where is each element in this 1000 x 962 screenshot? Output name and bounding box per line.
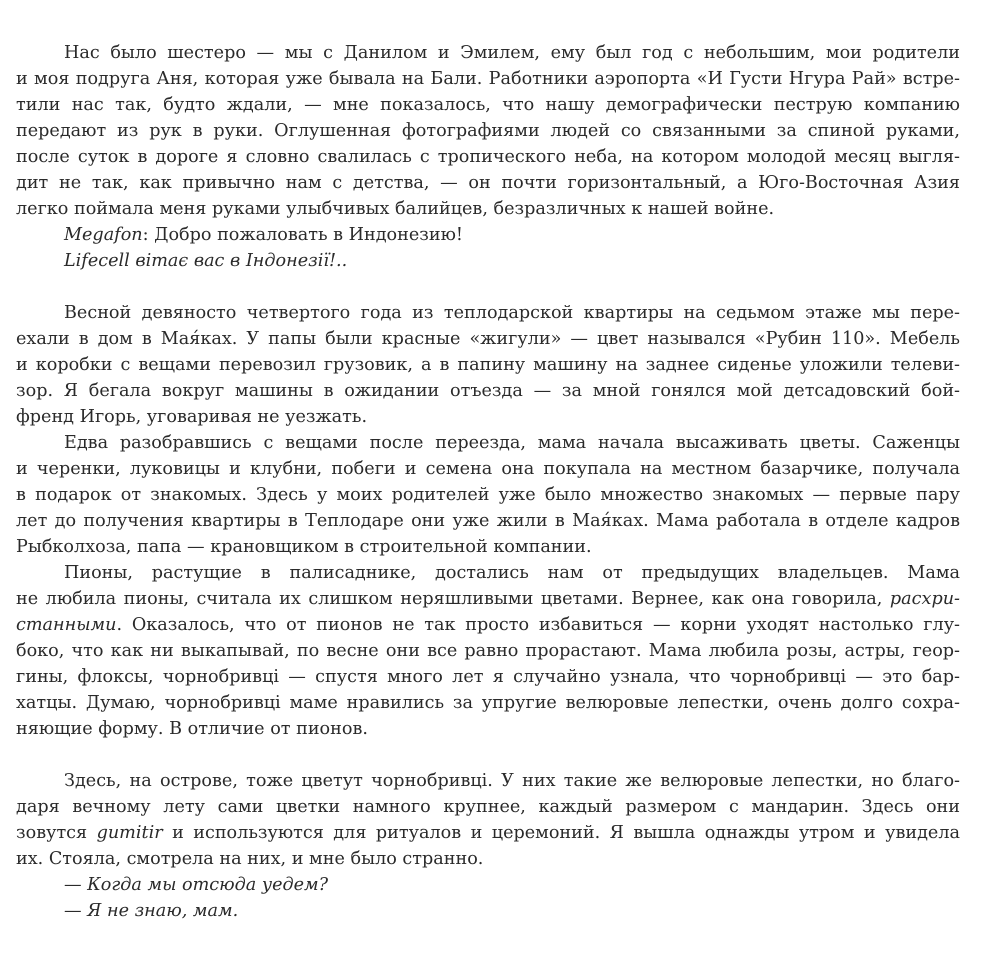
italic-word: gumitir xyxy=(96,823,163,843)
text-line: передают из рук в руки. Оглушенная фотографиями людей со связанными за спиной руками, xyxy=(16,121,960,141)
text-line: лет до получения квартиры в Теплодаре они уже жили в Мая́ках. Мама работала в отделе кадров xyxy=(16,511,960,531)
text-span: и используются для ритуалов и церемоний. Я вышла однажды утром и увидела xyxy=(162,823,960,843)
paragraph-peonies xyxy=(16,560,960,742)
text-line: Едва разобравшись с вещами после переезда, мама начала высаживать цветы. Саженцы xyxy=(64,433,960,453)
paragraph-airport xyxy=(16,40,960,222)
italic-word: станными xyxy=(16,615,117,635)
text-line: в подарок от знакомых. Здесь у моих родителей уже было множество знакомых — первые пару xyxy=(16,485,960,505)
paragraph-moving xyxy=(16,300,960,430)
text-line: Нас было шестеро — мы с Данилом и Эмилем, ему был год с небольшим, мои родители xyxy=(64,43,960,63)
text-span: зовутся xyxy=(16,823,97,843)
text-line: их. Стояла, смотрела на них, и мне было странно. xyxy=(16,849,484,869)
section-break xyxy=(16,274,960,300)
text-line: и моя подруга Аня, которая уже бывала на Бали. Работники аэропорта «И Густи Нгура Рай» встре- xyxy=(16,69,960,89)
book-page xyxy=(16,40,960,924)
text-line: даря вечному лету сами цветки намного крупнее, каждый размером с мандарин. Здесь они xyxy=(16,797,960,817)
text-line: ехали в дом в Мая́ках. У папы были красные «жигули» — цвет назывался «Рубин 110». Мебель xyxy=(16,329,960,349)
text-line xyxy=(16,612,960,638)
text-line: дит не так, как привычно нам с детства, — он почти горизонтальный, а Юго-Восточная Азия xyxy=(16,173,960,193)
paragraph-island xyxy=(16,768,960,872)
text-line: Здесь, на острове, тоже цветут чорнобривці. У них такие же велюровые лепестки, но благо- xyxy=(64,771,960,791)
text-line xyxy=(16,586,960,612)
text-line: после суток в дороге я словно свалилась с тропического неба, на котором молодой месяц выгля- xyxy=(16,147,960,167)
sms-sender: Megafon xyxy=(64,225,143,245)
dialogue-line: — Я не знаю, мам. xyxy=(64,901,239,921)
text-span: . Оказалось, что от пионов не так просто избавиться — корни уходят настолько глу- xyxy=(116,615,960,635)
paragraph-flowers xyxy=(16,430,960,560)
section-break xyxy=(16,742,960,768)
sms-text: : Добро пожаловать в Индонезию! xyxy=(142,225,463,245)
dialogue-line: — Когда мы отсюда уедем? xyxy=(64,875,329,895)
text-line: и черенки, луковицы и клубни, побеги и семена она покупала на местном базарчике, получала xyxy=(16,459,960,479)
text-line: зор. Я бегала вокруг машины в ожидании отъезда — за мной гонялся мой детсадовский бой- xyxy=(16,381,960,401)
text-line: хатцы. Думаю, чорнобривці маме нравились за упругие велюровые лепестки, очень долго сохра- xyxy=(16,693,960,713)
text-line: Пионы, растущие в палисаднике, достались нам от предыдущих владельцев. Мама xyxy=(64,563,960,583)
text-line: няющие форму. В отличие от пионов. xyxy=(16,719,368,739)
text-line: Весной девяносто четвертого года из теплодарской квартиры на седьмом этаже мы пере- xyxy=(64,303,960,323)
text-line: и коробки с вещами перевозил грузовик, а в папину машину на заднее сиденье уложили телеви- xyxy=(16,355,960,375)
sms-lifecell: Lifecell вітає вас в Індонезії!.. xyxy=(64,251,348,271)
text-line: Рыбколхоза, папа — крановщиком в строительной компании. xyxy=(16,537,592,557)
text-line: тили нас так, будто ждали, — мне показалось, что нашу демографически пеструю компанию xyxy=(16,95,960,115)
italic-word: расхри- xyxy=(889,589,960,609)
text-span: не любила пионы, считала их слишком неряшливыми цветами. Вернее, как она говорила, xyxy=(16,589,890,609)
text-line: френд Игорь, уговаривая не уезжать. xyxy=(16,407,368,427)
sms-megafon xyxy=(16,222,960,248)
text-line: легко поймала меня руками улыбчивых балийцев, безразличных к нашей войне. xyxy=(16,199,775,219)
text-line: боко, что как ни выкапывай, по весне они все равно прорастают. Мама любила розы, астры, геор- xyxy=(16,641,960,661)
text-line xyxy=(16,820,960,846)
text-line: гины, флоксы, чорнобривці — спустя много лет я случайно узнала, что чорнобривці — это бар- xyxy=(16,667,960,687)
